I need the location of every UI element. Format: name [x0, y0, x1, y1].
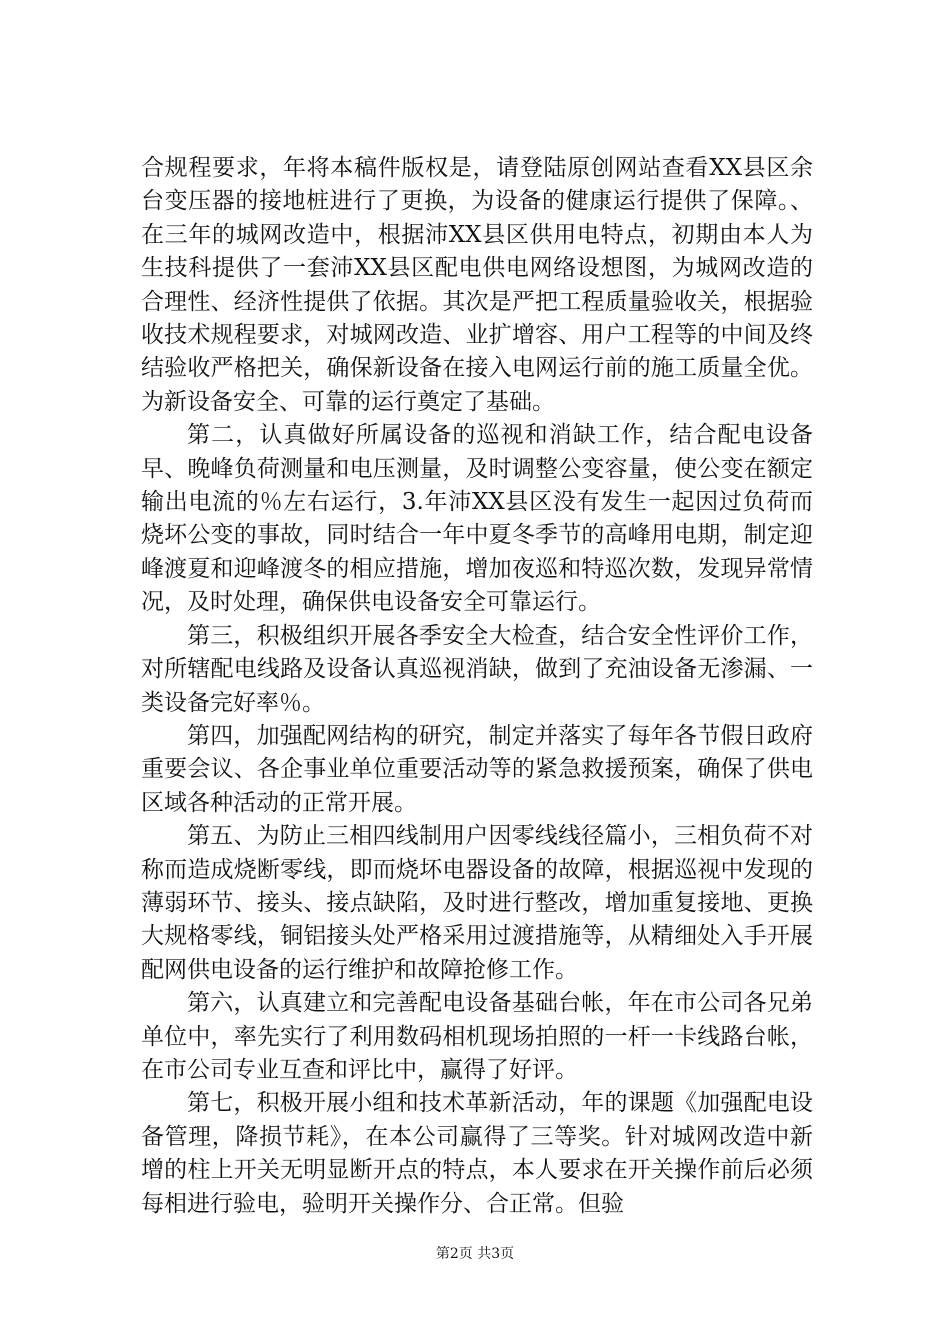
document-body	[141, 152, 813, 1221]
paragraph-continuation: 合规程要求，年将本稿件版权是，请登陆原创网站查看XX县区余台变压器的接地桩进行了更换，为设备的健康运行提供了保障。、在三年的城网改造中，根据沛XX县区供用电特点，初期由本人为生技科提供了一套沛XX县区配电供电网络设想图，为城网改造的合理性、经济性提供了依据。其次是严把工程质量验收关，根据验收技术规程要求，对城网改造、业扩增容、用户工程等的中间及终结验收严格把关，确保新设备在接入电网运行前的施工质量全优。为新设备安全、可靠的运行奠定了基础。	[141, 155, 813, 415]
paragraph-sixth: 第六，认真建立和完善配电设备基础台帐，年在市公司各兄弟单位中，率先实行了利用数码相机现场拍照的一杆一卡线路台帐，在市公司专业互查和评比中，赢得了好评。	[141, 990, 813, 1083]
paragraph-seventh: 第七，积极开展小组和技术革新活动，年的课题《加强配电设备管理，降损节耗》，在本公司赢得了三等奖。针对城网改造中新增的柱上开关无明显断开点的特点，本人要求在开关操作前后必须每相进行验电，验明开关操作分、合正常。但验	[141, 1090, 813, 1217]
page-footer: 第2页 共3页	[435, 1246, 515, 1262]
paragraph-third: 第三，积极组织开展各季安全大检查，结合安全性评价工作，对所辖配电线路及设备认真巡视消缺，做到了充油设备无渗漏、一类设备完好率％。	[141, 622, 813, 716]
paragraph-fourth: 第四，加强配网结构的研究，制定并落实了每年各节假日政府重要会议、各企事业单位重要活动等的紧急救援预案，确保了供电区域各种活动的正常开展。	[141, 722, 813, 816]
paragraph-second: 第二，认真做好所属设备的巡视和消缺工作，结合配电设备早、晚峰负荷测量和电压测量，及时调整公变容量，使公变在额定输出电流的％左右运行，3.年沛XX县区没有发生一起因过负荷而烧坏公变的事故，同时结合一年中夏冬季节的高峰用电期，制定迎峰渡夏和迎峰渡冬的相应措施，增加夜巡和特巡次数，发现异常情况，及时处理，确保供电设备安全可靠运行。	[141, 422, 813, 616]
paragraph-fifth: 第五、为防止三相四线制用户因零线线径篇小，三相负荷不对称而造成烧断零线，即而烧坏电器设备的故障，根据巡视中发现的薄弱环节、接头、接点缺陷，及时进行整改，增加重复接地、更换大规格零线，铜铝接头处严格采用过渡措施等，从精细处入手开展配网供电设备的运行维护和故障抢修工作。	[141, 823, 813, 983]
